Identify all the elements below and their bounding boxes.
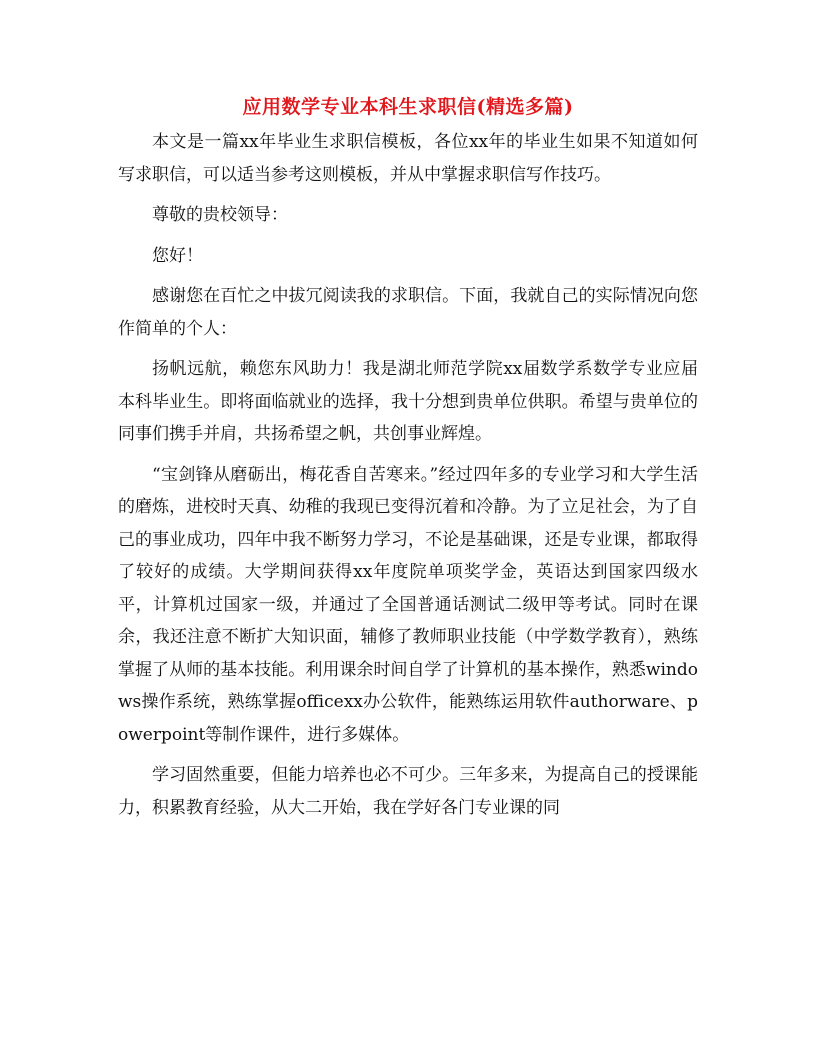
document-page	[118, 92, 698, 824]
body-paragraph-thanks: 感谢您在百忙之中拔冗阅读我的求职信。下面，我就自己的实际情况向您作简单的个人：	[118, 286, 698, 339]
body-paragraph-ability: 学习固然重要，但能力培养也必不可少。三年多来，为提高自己的授课能力，积累教育经验，从大二开始，我在学好各门专业课的同	[118, 765, 698, 818]
greeting: 您好！	[152, 245, 203, 266]
body-paragraph-introduction: 扬帆远航，赖您东风助力！我是湖北师范学院xx届数学系数学专业应届本科毕业生。即将面临就业的选择，我十分想到贵单位供职。希望与贵单位的同事们携手并肩，共扬希望之帆，共创事业辉煌。	[118, 359, 698, 444]
intro-paragraph: 本文是一篇xx年毕业生求职信模板，各位xx年的毕业生如果不知道如何写求职信，可以适当参考这则模板，并从中掌握求职信写作技巧。	[118, 132, 698, 185]
body-paragraph-study: “宝剑锋从磨砺出，梅花香自苦寒来。”经过四年多的专业学习和大学生活的磨炼，进校时天真、幼稚的我现已变得沉着和冷静。为了立足社会，为了自己的事业成功，四年中我不断努力学习，不论是基础课，还是专业课，都取得了较好的成绩。大学期间获得xx年度院单项奖学金，英语达到国家四级水平，计算机过国家一级，并通过了全国普通话测试二级甲等考试。同时在课余，我还注意不断扩大知识面，辅修了教师职业技能（中学数学教育），熟练掌握了从师的基本技能。利用课余时间自学了计算机的基本操作，熟悉windows操作系统，熟练掌握officexx办公软件，能熟练运用软件authorware、powerpoint等制作课件，进行多媒体。	[118, 464, 698, 745]
document-title: 应用数学专业本科生求职信(精选多篇)	[242, 96, 574, 118]
salutation: 尊敬的贵校领导：	[152, 205, 288, 225]
